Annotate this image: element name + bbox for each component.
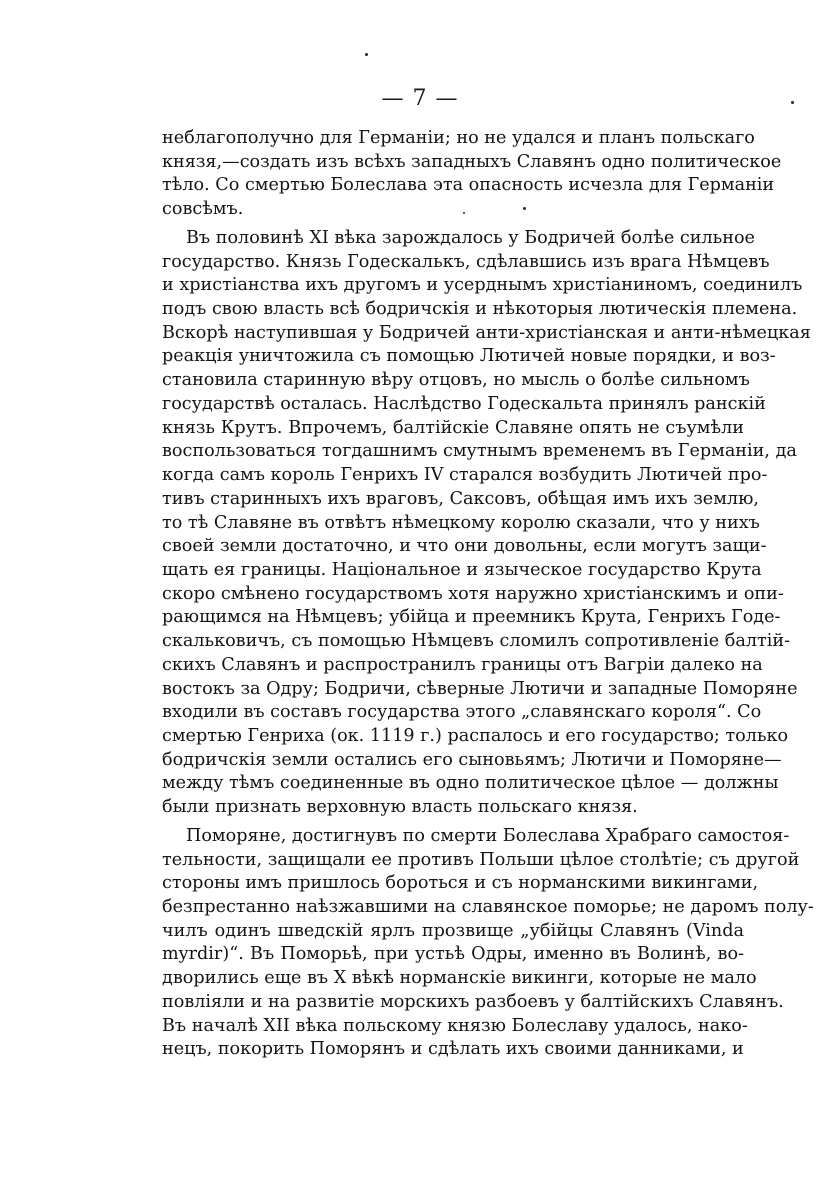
text-line: скихъ Славянъ и распространилъ границы отъ Вагріи далеко на (162, 654, 763, 675)
text-line: князь Крутъ. Впрочемъ, балтійскіе Славяне опять не съумѣли (162, 417, 744, 438)
text-line: подъ свою власть всѣ бодричскія и нѣкоторыя лютическія племена. (162, 299, 798, 320)
text-line: myrdir)“. Въ Поморьѣ, при устьѣ Одры, именно въ Волинѣ, во- (162, 944, 744, 965)
text-line: были признать верховную власть польскаго князя. (162, 797, 638, 818)
text-line: Вскорѣ наступившая у Бодричей анти-христіанская и анти-нѣмецкая (162, 322, 811, 343)
text-line: скальковичъ, съ помощью Нѣмцевъ сломилъ сопротивленіе балтій- (162, 631, 791, 652)
scan-speck (463, 212, 465, 214)
text-line: Поморяне, достигнувъ по смерти Болеслава Храбраго самостоя- (186, 825, 790, 846)
text-line: государствѣ осталась. Наслѣдство Годескальта принялъ ранскій (162, 393, 766, 414)
text-line: неблагополучно для Германіи; но не удался и планъ польскаго (162, 128, 755, 148)
text-line: востокъ за Одру; Бодричи, сѣверные Лютичи и западные Поморяне (162, 678, 798, 699)
text-line: смертью Генриха (ок. 1119 г.) распалось и его государство; только (162, 725, 789, 746)
text-line: тивъ старинныхъ ихъ враговъ, Саксовъ, обѣщая имъ ихъ землю, (162, 488, 759, 509)
text-line: скоро смѣнено государствомъ хотя наружно христіанскимъ и опи- (162, 583, 784, 604)
scan-speck (523, 207, 526, 210)
text-line: совсѣмъ. (162, 199, 244, 220)
text-line: бодричскія земли остались его сыновьямъ; Лютичи и Поморяне— (162, 749, 782, 770)
text-line: стороны имъ пришлось бороться и съ норманскими викингами, (162, 873, 759, 894)
text-line: воспользоваться тогдашнимъ смутнымъ временемъ въ Германіи, да (162, 441, 797, 462)
page-number: — 7 — (381, 86, 459, 111)
text-line: между тѣмъ соединенные въ одно политическое цѣлое — должны (162, 773, 779, 794)
text-line: тельности, защищали ее противъ Польши цѣлое столѣтіе; съ другой (162, 849, 800, 870)
text-line: и христіанства ихъ другомъ и усерднымъ христіаниномъ, соединилъ (162, 275, 803, 296)
scan-speck (365, 53, 368, 56)
text-line: входили въ составъ государства этого „славянскаго короля“. Со (162, 702, 762, 723)
text-line: чилъ одинъ шведскій ярлъ прозвище „убійцы Славянъ (Vinda (162, 920, 744, 941)
text-line: безпрестанно наѣзжавшими на славянское поморье; не даромъ полу- (162, 897, 814, 917)
paragraph-1 (162, 127, 782, 222)
text-line: тѣло. Со смертью Болеслава эта опасность исчезла для Германіи (162, 175, 775, 196)
text-line: Въ началѣ XII вѣка польскому князю Болеславу удалось, нако- (162, 1015, 748, 1036)
paragraph-2 (162, 227, 811, 820)
text-line: то тѣ Славяне въ отвѣтъ нѣмецкому королю сказали, что у нихъ (162, 512, 760, 533)
text-line: рающимся на Нѣмцевъ; убійца и преемникъ Крута, Генрихъ Годе- (162, 607, 781, 628)
text-line: повліяли и на развитіе морскихъ разбоевъ у балтійскихъ Славянъ. (162, 991, 784, 1012)
text-line: нецъ, покорить Поморянъ и сдѣлать ихъ своими данниками, и (162, 1039, 744, 1060)
body-text (162, 127, 814, 1067)
text-line: государство. Князь Годескалькъ, сдѣлавшись изъ врага Нѣмцевъ (162, 251, 770, 272)
text-line: своей земли достаточно, и что они довольны, если могутъ защи- (162, 536, 767, 557)
paragraph-3 (162, 825, 814, 1062)
text-line: князя,—создать изъ всѣхъ западныхъ Славянъ одно политическое (162, 151, 782, 172)
text-line: Въ половинѣ XI вѣка зарождалось у Бодричей болѣе сильное (186, 227, 755, 248)
scan-speck (791, 101, 794, 104)
text-line: становила старинную вѣру отцовъ, но мысль о болѣе сильномъ (162, 370, 750, 391)
text-line: когда самъ король Генрихъ IV старался возбудить Лютичей про- (162, 465, 768, 486)
text-line: реакція уничтожила съ помощью Лютичей новые порядки, и воз- (162, 346, 776, 367)
text-line: дворились еще въ X вѣкѣ норманскіе викинги, которые не мало (162, 968, 757, 989)
text-line: щать ея границы. Національное и языческое государство Крута (162, 559, 762, 580)
